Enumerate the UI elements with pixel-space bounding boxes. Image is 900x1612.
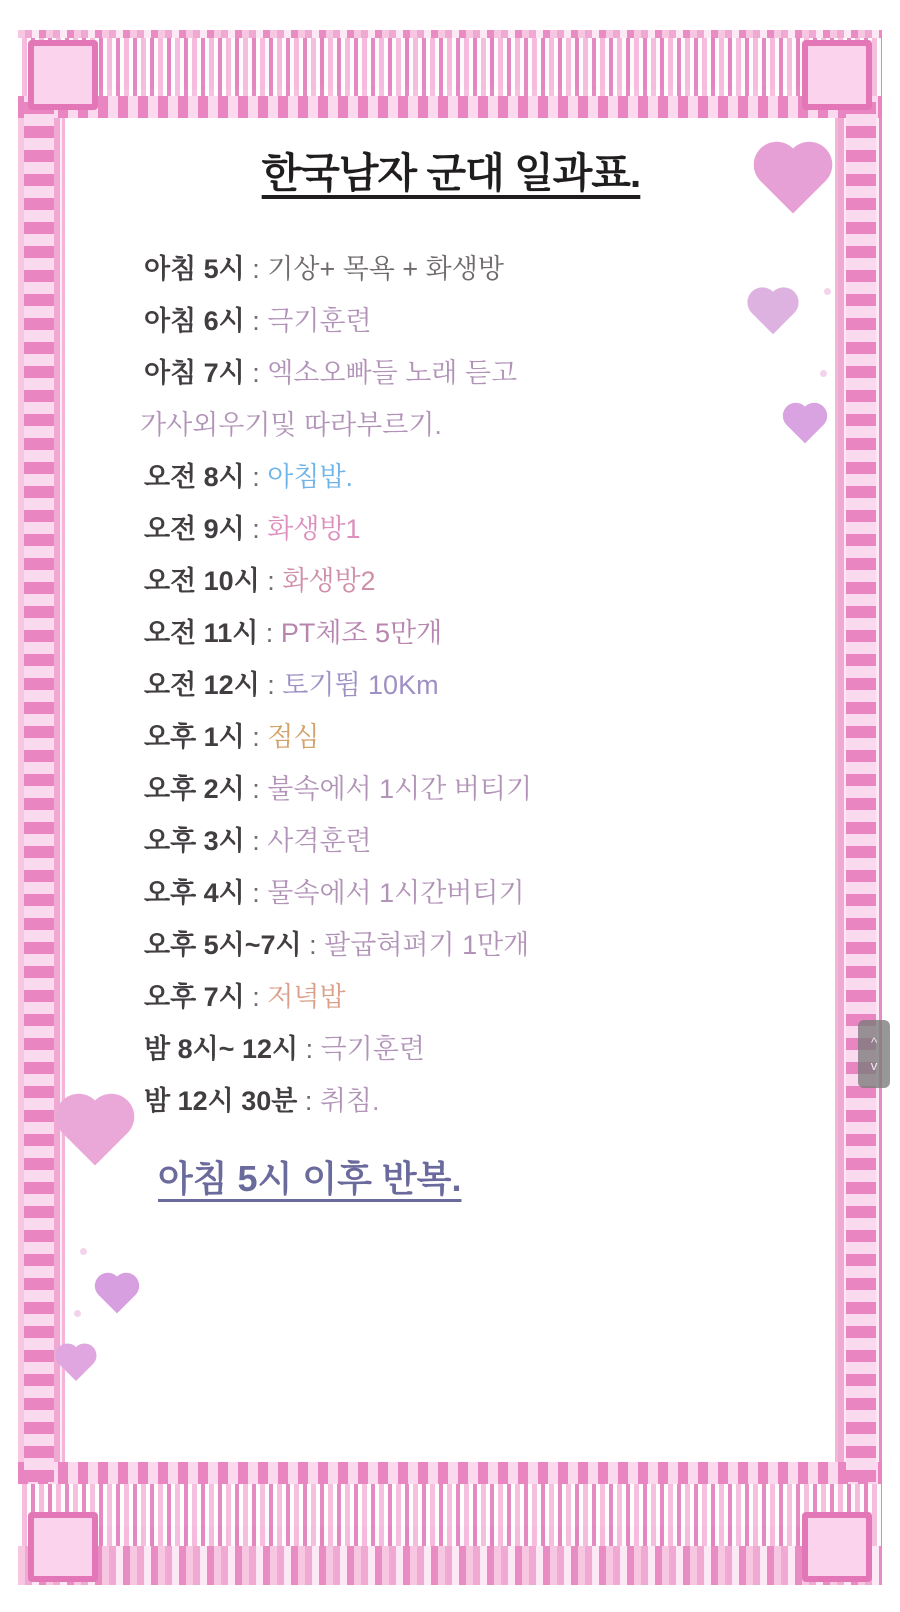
schedule-activity: 토기뜀 10Km [282,670,439,700]
schedule-row [100,555,780,607]
schedule-time: 아침 5시 [144,254,245,284]
schedule-row [100,919,780,971]
schedule-separator: : [244,254,268,284]
lace-band-left [24,96,54,1482]
schedule-activity: 취침. [319,1086,380,1116]
schedule-time: 오전 12시 [144,670,260,700]
schedule-time: 오후 2시 [144,774,245,804]
schedule-row [100,711,780,763]
corner-ornament-bottom-left [28,1512,98,1582]
schedule-separator: : [244,722,268,752]
sparkle-icon [74,1310,81,1317]
schedule-row [100,659,780,711]
schedule-time: 아침 6시 [144,306,245,336]
schedule-row [100,451,780,503]
schedule-separator: : [244,306,268,336]
document-content [100,140,780,1202]
schedule-row [100,867,780,919]
corner-ornament-top-right [802,40,872,110]
sparkle-icon [820,370,827,377]
schedule-separator: : [244,514,268,544]
schedule-time: 밤 8시~ 12시 [144,1034,299,1064]
schedule-row [100,347,780,399]
schedule-row [100,295,780,347]
schedule-separator: : [244,982,268,1012]
footer-note: 아침 5시 이후 반복. [158,1158,462,1199]
schedule-separator: : [301,930,325,960]
schedule-activity: 저녁밥 [267,982,346,1012]
schedule-time: 오전 9시 [144,514,245,544]
schedule-time: 오후 5시~7시 [144,930,302,960]
schedule-activity: 팔굽혀펴기 1만개 [324,930,530,960]
schedule-activity: 사격훈련 [267,826,372,856]
schedule-activity: 극기훈련 [267,306,372,336]
schedule-time: 오전 8시 [144,462,245,492]
lace-band-top [18,38,882,104]
page-title: 한국남자 군대 일과표. [261,150,641,196]
schedule-time: 오전 11시 [144,618,259,648]
schedule-row [100,607,780,659]
schedule-row [100,1023,780,1075]
schedule-activity: 점심 [267,722,320,752]
schedule-activity-continuation: 가사외우기및 따라부르기. [140,410,442,440]
schedule-activity: 화생방2 [282,566,376,596]
sparkle-icon [824,288,831,295]
schedule-activity: 불속에서 1시간 버티기 [267,774,533,804]
schedule-separator: : [259,566,283,596]
schedule-activity: 아침밥. [267,462,354,492]
sparkle-icon [80,1248,87,1255]
schedule-row [100,243,780,295]
corner-ornament-bottom-right [802,1512,872,1582]
schedule-separator: : [244,774,268,804]
schedule-time: 오전 10시 [144,566,260,596]
schedule-activity: 화생방1 [267,514,361,544]
schedule-time: 오후 1시 [144,722,245,752]
schedule-time: 오후 3시 [144,826,245,856]
corner-ornament-top-left [28,40,98,110]
lace-edge-bottom [18,1462,882,1484]
schedule-time: 오후 7시 [144,982,245,1012]
lace-band-bottom [18,1480,882,1546]
chevron-down-icon[interactable]: v [870,1058,878,1073]
schedule-row [100,763,780,815]
lace-edge-top [18,96,882,118]
schedule-list [100,243,780,1127]
schedule-time: 오후 4시 [144,878,245,908]
schedule-time: 아침 7시 [144,358,245,388]
chevron-up-icon[interactable]: ^ [870,1035,878,1050]
schedule-row [100,815,780,867]
schedule-activity: 극기훈련 [320,1034,425,1064]
schedule-activity: 기상+ 목욕 + 화생방 [267,254,504,284]
schedule-activity: 엑소오빠들 노래 듣고 [267,358,518,388]
schedule-separator: : [244,826,268,856]
schedule-separator: : [244,358,268,388]
schedule-separator: : [244,878,268,908]
schedule-separator: : [259,670,283,700]
schedule-separator: : [298,1034,321,1064]
schedule-row-continuation [100,399,780,451]
lace-band-right [846,96,876,1482]
schedule-row [100,503,780,555]
schedule-time: 밤 12시 30분 [144,1086,298,1116]
schedule-separator: : [297,1086,320,1116]
schedule-separator: : [258,618,281,648]
schedule-activity: 물속에서 1시간버티기 [267,878,525,908]
schedule-separator: : [244,462,268,492]
scrollbar-nub[interactable] [858,1020,890,1088]
schedule-activity: PT체조 5만개 [280,618,443,648]
schedule-row [100,1075,780,1127]
schedule-row [100,971,780,1023]
